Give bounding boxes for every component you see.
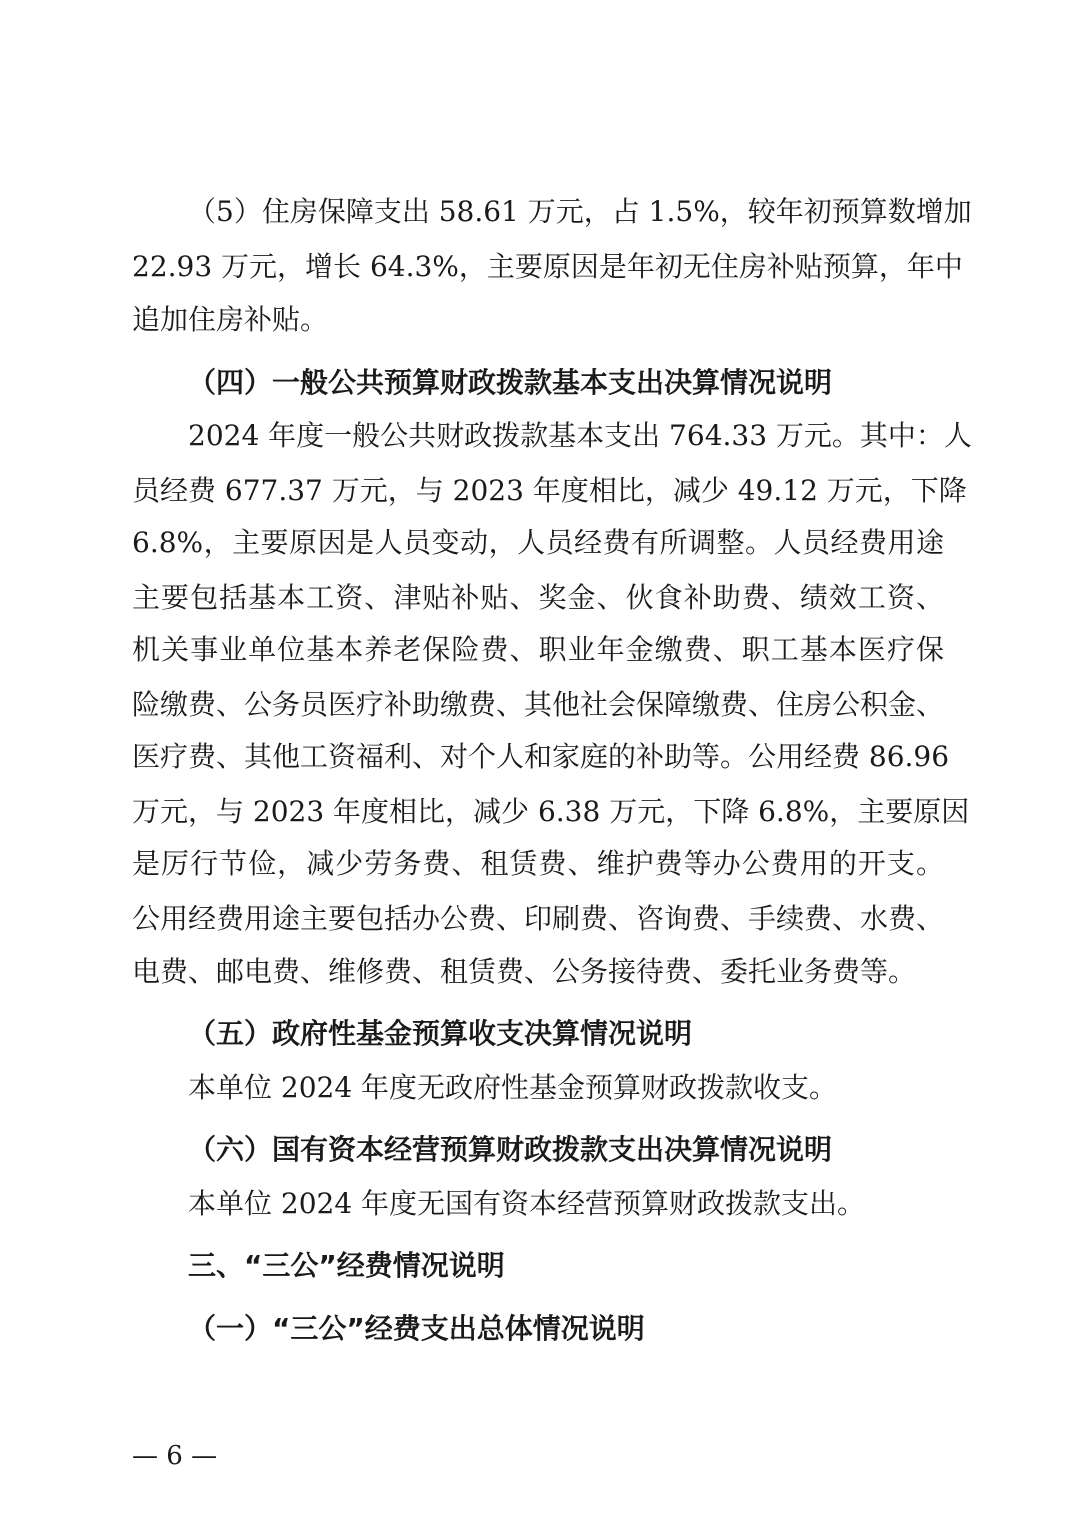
section-heading: （六）国有资本经营预算财政拨款支出决算情况说明 (188, 1133, 833, 1166)
paragraph-line: 机关事业单位基本养老保险费、职业年金缴费、职工基本医疗保 (132, 633, 944, 666)
paragraph-line: 2024 年度一般公共财政拨款基本支出 764.33 万元。其中：人 (188, 419, 972, 452)
section-heading: （一）“三公”经费支出总体情况说明 (188, 1312, 645, 1345)
paragraph-line: 追加住房补贴。 (132, 303, 329, 336)
part-heading: 三、“三公”经费情况说明 (188, 1249, 505, 1282)
paragraph-line: 是厉行节俭，减少劳务费、租赁费、维护费等办公费用的开支。 (132, 847, 944, 880)
paragraph-line: 6.8%，主要原因是人员变动，人员经费有所调整。人员经费用途 (132, 526, 944, 559)
page-number: — 6 — (132, 1441, 218, 1471)
paragraph-line: 22.93 万元，增长 64.3%，主要原因是年初无住房补贴预算，年中 (132, 250, 963, 283)
paragraph-line: 公用经费用途主要包括办公费、印刷费、咨询费、手续费、水费、 (132, 902, 945, 935)
paragraph-line: 员经费 677.37 万元，与 2023 年度相比，减少 49.12 万元，下降 (132, 474, 967, 507)
section-heading: （四）一般公共预算财政拨款基本支出决算情况说明 (188, 366, 833, 399)
paragraph-line: 本单位 2024 年度无国有资本经营预算财政拨款支出。 (188, 1187, 866, 1220)
paragraph-line: 电费、邮电费、维修费、租赁费、公务接待费、委托业务费等。 (132, 955, 917, 988)
paragraph-line: 万元，与 2023 年度相比，减少 6.38 万元，下降 6.8%，主要原因 (132, 795, 970, 828)
paragraph-line: 本单位 2024 年度无政府性基金预算财政拨款收支。 (188, 1071, 838, 1104)
paragraph-line: （5）住房保障支出 58.61 万元，占 1.5%，较年初预算数增加 (188, 195, 972, 228)
section-heading: （五）政府性基金预算收支决算情况说明 (188, 1017, 693, 1050)
paragraph-line: 险缴费、公务员医疗补助缴费、其他社会保障缴费、住房公积金、 (132, 688, 945, 721)
paragraph-line: 医疗费、其他工资福利、对个人和家庭的补助等。公用经费 86.96 (132, 740, 950, 773)
paragraph-line: 主要包括基本工资、津贴补贴、奖金、伙食补助费、绩效工资、 (132, 581, 944, 614)
